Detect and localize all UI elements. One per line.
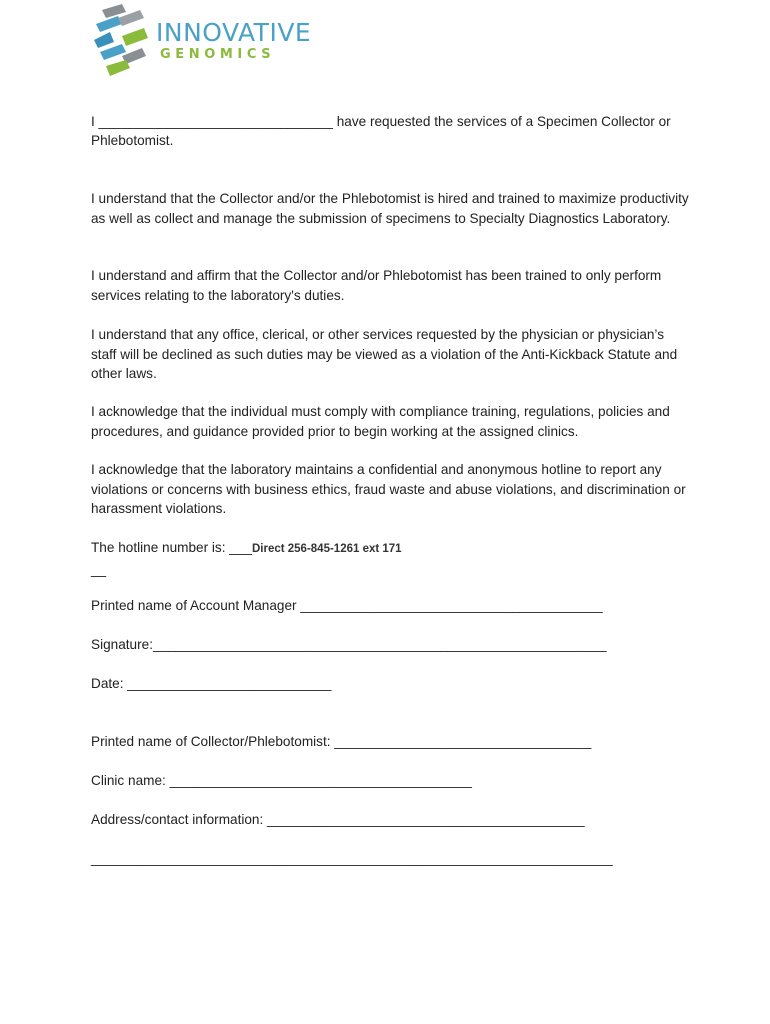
address-field-line-2[interactable]: _____________________________________________________________________ xyxy=(91,851,613,866)
paragraph-declined-services: I understand that any office, clerical, or other services requested by the physician or physician’s staff will be declined as such duties may be viewed as a violation of the Anti-Kickback Statute and other laws. xyxy=(91,327,678,381)
intro-line-1: I _______________________________ have requested the services of a Specimen Collector or xyxy=(91,114,671,129)
signature-field[interactable]: Signature:____________________________________________________________ xyxy=(91,637,607,652)
logo-wordmark-top: INNOVATIVE xyxy=(156,18,312,47)
date-field[interactable]: Date: ___________________________ xyxy=(91,676,332,691)
clinic-name-field[interactable]: Clinic name: ________________________________________ xyxy=(91,773,472,788)
paragraph-collector-role: I understand that the Collector and/or the Phlebotomist is hired and trained to maximize productivity as well as collect and manage the submission of specimens to Specialty Diagnostics Laboratory. xyxy=(91,191,689,226)
paragraph-compliance: I acknowledge that the individual must comply with compliance training, regulations, policies and procedures, and guidance provided prior to begin working at the assigned clinics. xyxy=(91,404,670,439)
paragraph-hotline: I acknowledge that the laboratory maintains a confidential and anonymous hotline to report any violations or concerns with business ethics, fraud waste and abuse violations, and discrimination or harassment violations. xyxy=(91,462,686,516)
dna-helix-icon xyxy=(92,2,152,78)
paragraph-affirm-duties: I understand and affirm that the Collector and/or Phlebotomist has been trained to only perform services relating to the laboratory's duties. xyxy=(91,268,662,303)
collector-name-field[interactable]: Printed name of Collector/Phlebotomist: __________________________________ xyxy=(91,734,592,749)
address-field[interactable]: Address/contact information: __________________________________________ xyxy=(91,812,585,827)
logo-wordmark-bottom: GENOMICS xyxy=(160,47,276,62)
hotline-trailing-blank: __ xyxy=(91,562,107,577)
intro-line-2: Phlebotomist. xyxy=(91,133,174,148)
hotline-label: The hotline number is: ___ xyxy=(91,540,252,555)
account-manager-field[interactable]: Printed name of Account Manager ________________________________________ xyxy=(91,598,603,613)
hotline-row xyxy=(91,538,402,560)
hotline-number: Direct 256-845-1261 ext 171 xyxy=(251,543,402,555)
company-logo xyxy=(92,2,322,80)
